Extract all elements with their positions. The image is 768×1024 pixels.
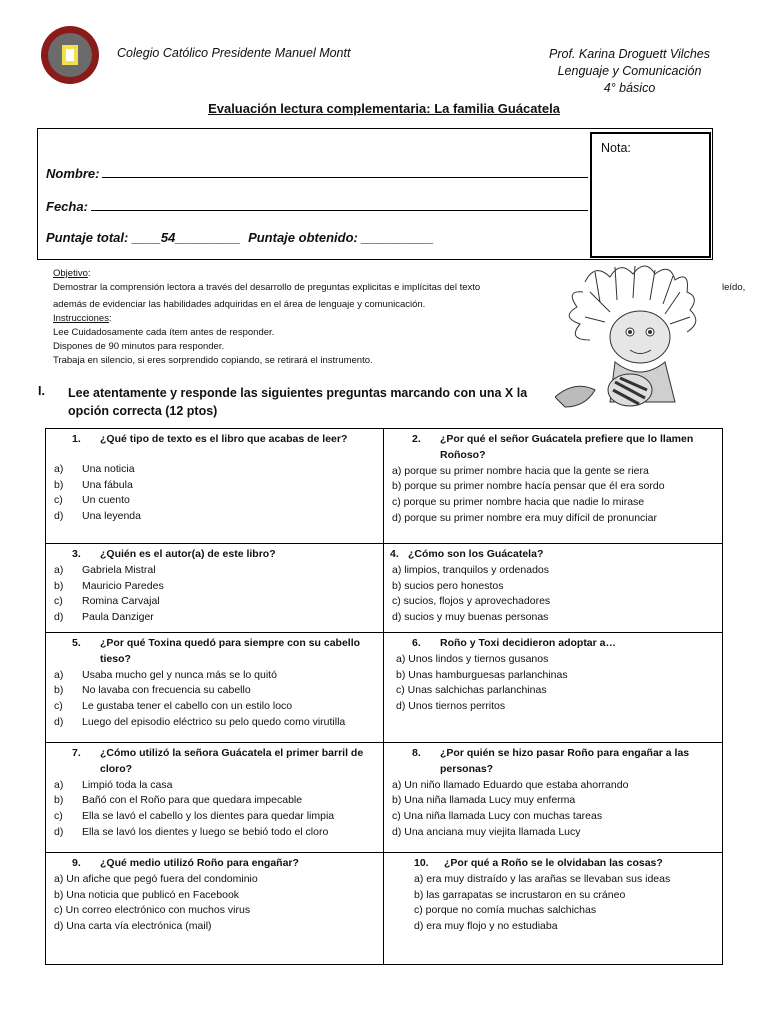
option-1a[interactable]: a) Una noticia [54, 462, 135, 475]
nota-label: Nota: [601, 141, 631, 155]
teacher-name: Prof. Karina Droguett Vilches [549, 47, 710, 61]
question-4-text: ¿Cómo son los Guácatela? [408, 548, 544, 560]
option-3d[interactable]: d) Paula Danziger [54, 611, 154, 624]
option-1d[interactable]: d) Una leyenda [54, 510, 141, 523]
objetivo-line-1-end: leído, [722, 282, 746, 293]
option-1c[interactable]: c) Un cuento [54, 494, 130, 507]
puntaje-obtenido-blank[interactable]: __________ [361, 230, 434, 245]
option-8b[interactable]: b) Una niña llamada Lucy muy enferma [392, 794, 576, 807]
option-2a[interactable]: a) porque su primer nombre hacia que la gente se riera [392, 464, 649, 477]
grade-level: 4° básico [603, 81, 656, 95]
instruccion-3: Trabaja en silencio, si eres sorprendido copiando, se retirará el instrumento. [53, 355, 373, 366]
section-instructions: Lee atentamente y responde las siguientes preguntas marcando con una X la opción correcta (12 ptos) [68, 386, 528, 418]
puntaje-total-prefix: ____ [131, 230, 161, 245]
objetivo-label: Objetivo [53, 268, 88, 279]
option-4b[interactable]: b) sucios pero honestos [392, 579, 504, 592]
subject-name: Lenguaje y Comunicación [557, 64, 702, 78]
option-7d[interactable]: d) Ella se lavó los dientes y luego se bebió todo el cloro [54, 825, 329, 838]
question-5: 5. ¿Por qué Toxina quedó para siempre con su cabello tieso? a) Usaba mucho gel y nunca más se lo quitó b) No lavaba con frecuencia su cabello c) Le gustaba tener el cabello con un estilo loco d) Luego del episodio eléctrico su pelo quedo como virutilla [46, 633, 384, 743]
option-7b[interactable]: b) Bañó con el Roño para que quedara impecable [54, 794, 303, 807]
question-1-text: ¿Qué tipo de texto es el libro que acabas de leer? [100, 433, 348, 445]
option-6a[interactable]: a) Unos lindos y tiernos gusanos [396, 652, 549, 665]
option-10b[interactable]: b) las garrapatas se incrustaron en su cráneo [414, 888, 626, 901]
nombre-line[interactable] [102, 165, 588, 178]
question-9-text: ¿Qué medio utilizó Roño para engañar? [100, 857, 299, 869]
section-number: I. [38, 384, 45, 398]
option-8a[interactable]: a) Un niño llamado Eduardo que estaba ahorrando [392, 778, 629, 791]
school-name: Colegio Católico Presidente Manuel Montt [117, 46, 351, 60]
option-5b[interactable]: b) No lavaba con frecuencia su cabello [54, 684, 251, 697]
objetivo-colon: : [87, 268, 91, 279]
option-6c[interactable]: c) Unas salchichas parlanchinas [396, 684, 547, 697]
puntaje-obtenido-label: Puntaje obtenido: [248, 230, 358, 245]
option-4d[interactable]: d) sucios y muy buenas personas [392, 611, 549, 624]
option-7a[interactable]: a) Limpió toda la casa [54, 778, 173, 791]
option-6d[interactable]: d) Unos tiernos perritos [396, 700, 506, 713]
option-7c[interactable]: c) Ella se lavó el cabello y los dientes para quedar limpia [54, 810, 335, 823]
question-2: 2. ¿Por qué el señor Guácatela prefiere que lo llamen Roñoso? a) porque su primer nombre hacia que la gente se riera b) porque su primer nombre hacía pensar que él era sordo c) porque su primer nombre hacia que nadie lo mirase d) porque su primer nombre era muy difícil de pronunciar [384, 429, 723, 544]
question-10: 10. ¿Por qué a Roño se le olvidaban las cosas? a) era muy distraído y las arañas se llevaban sus ideas b) las garrapatas se incrustaron en su cráneo c) porque no comía muchas salchichas d) era muy flojo y no estudiaba [384, 853, 723, 965]
option-9c[interactable]: c) Un correo electrónico con muchos virus [54, 904, 251, 917]
question-8-text: ¿Por quién se hizo pasar Roño para engañar a las personas? [440, 747, 690, 775]
question-2-text: ¿Por qué el señor Guácatela prefiere que lo llamen Roñoso? [440, 433, 694, 461]
option-9d[interactable]: d) Una carta vía electrónica (mail) [54, 920, 212, 933]
question-3: 3. ¿Quién es el autor(a) de este libro? a) Gabriela Mistral b) Mauricio Paredes c) Romina Carvajal d) Paula Danziger [46, 544, 384, 633]
puntaje-total-value: 54 [160, 230, 176, 245]
grade-box[interactable] [590, 132, 711, 258]
question-4: 4. ¿Cómo son los Guácatela? a) limpios, tranquilos y ordenados b) sucios pero honestos c) sucios, flojos y aprovechadores d) sucios y muy buenas personas [384, 544, 723, 633]
option-3c[interactable]: c) Romina Carvajal [54, 595, 160, 608]
question-9: 9. ¿Qué medio utilizó Roño para engañar? a) Un afiche que pegó fuera del condominio b) Una noticia que publicó en Facebook c) Un correo electrónico con muchos virus d) Una carta vía electrónica (mail) [46, 853, 384, 965]
option-9a[interactable]: a) Un afiche que pegó fuera del condominio [54, 872, 258, 885]
option-8c[interactable]: c) Una niña llamada Lucy con muchas tareas [392, 810, 603, 823]
option-2d[interactable]: d) porque su primer nombre era muy difícil de pronunciar [392, 511, 657, 524]
page-title: Evaluación lectura complementaria: La familia Guácatela [208, 101, 560, 116]
question-7: 7. ¿Cómo utilizó la señora Guácatela el primer barril de cloro? a) Limpió toda la casa b) Bañó con el Roño para que quedara impecable c) Ella se lavó el cabello y los dientes para quedar limpia d) Ella se lavó los dientes y luego se bebió todo el cloro [46, 743, 384, 853]
question-7-text: ¿Cómo utilizó la señora Guácatela el primer barril de cloro? [100, 747, 364, 775]
option-2c[interactable]: c) porque su primer nombre hacia que nadie lo mirase [392, 496, 645, 509]
question-5-text: ¿Por qué Toxina quedó para siempre con su cabello tieso? [100, 637, 361, 665]
puntaje-field [46, 230, 434, 245]
guacatela-illustration [555, 262, 720, 417]
teacher-block [549, 46, 710, 97]
question-6-text: Roño y Toxi decidieron adoptar a… [440, 637, 616, 649]
option-2b[interactable]: b) porque su primer nombre hacía pensar que él era sordo [392, 480, 665, 493]
option-1b[interactable]: b) Una fábula [54, 478, 133, 491]
option-10a[interactable]: a) era muy distraído y las arañas se llevaban sus ideas [414, 872, 671, 885]
option-5d[interactable]: d) Luego del episodio eléctrico su pelo quedo como virutilla [54, 715, 346, 728]
nombre-field[interactable] [46, 165, 588, 181]
instrucciones-label: Instrucciones [53, 313, 109, 324]
question-1: 1. ¿Qué tipo de texto es el libro que acabas de leer? a) Una noticia b) Una fábula c) Un cuento d) Una leyenda [46, 429, 384, 544]
instruccion-2: Dispones de 90 minutos para responder. [53, 341, 225, 352]
option-10d[interactable]: d) era muy flojo y no estudiaba [414, 920, 558, 933]
option-8d[interactable]: d) Una anciana muy viejita llamada Lucy [392, 825, 581, 838]
fecha-label: Fecha: [46, 199, 88, 214]
option-9b[interactable]: b) Una noticia que publicó en Facebook [54, 888, 240, 901]
school-logo [40, 25, 100, 85]
instruccion-1: Lee Cuidadosamente cada ítem antes de responder. [53, 327, 275, 338]
question-8: 8. ¿Por quién se hizo pasar Roño para engañar a las personas? a) Un niño llamado Eduardo que estaba ahorrando b) Una niña llamada Lucy muy enferma c) Una niña llamada Lucy con muchas tareas d) Una anciana muy viejita llamada Lucy [384, 743, 723, 853]
fecha-field[interactable] [46, 198, 588, 214]
puntaje-total-label: Puntaje total: [46, 230, 129, 245]
instrucciones-heading [53, 313, 112, 324]
objetivo-line-2: además de evidenciar las habilidades adquiridas en el área de lenguaje y comunicación. [53, 299, 426, 310]
questions-table [45, 428, 723, 965]
option-10c[interactable]: c) porque no comía muchas salchichas [414, 904, 597, 917]
fecha-line[interactable] [91, 198, 588, 211]
option-3b[interactable]: b) Mauricio Paredes [54, 579, 164, 592]
question-10-text: ¿Por qué a Roño se le olvidaban las cosas? [444, 857, 663, 869]
question-3-text: ¿Quién es el autor(a) de este libro? [100, 548, 276, 560]
option-4a[interactable]: a) limpios, tranquilos y ordenados [392, 563, 549, 576]
puntaje-total-suffix: _________ [175, 230, 241, 245]
option-5c[interactable]: c) Le gustaba tener el cabello con un estilo loco [54, 700, 293, 713]
objetivo-line-1: Demostrar la comprensión lectora a través del desarrollo de preguntas explicitas e implícitas del texto [53, 282, 481, 293]
instrucciones-colon: : [108, 313, 112, 324]
nombre-label: Nombre: [46, 166, 100, 181]
option-5a[interactable]: a) Usaba mucho gel y nunca más se lo quitó [54, 668, 277, 681]
option-6b[interactable]: b) Unas hamburguesas parlanchinas [396, 668, 568, 681]
objetivo-heading [53, 268, 91, 279]
question-6: 6. Roño y Toxi decidieron adoptar a… a) Unos lindos y tiernos gusanos b) Unas hamburguesas parlanchinas c) Unas salchichas parlanchinas d) Unos tiernos perritos [384, 633, 723, 743]
option-3a[interactable]: a) Gabriela Mistral [54, 563, 156, 576]
option-4c[interactable]: c) sucios, flojos y aprovechadores [392, 595, 551, 608]
